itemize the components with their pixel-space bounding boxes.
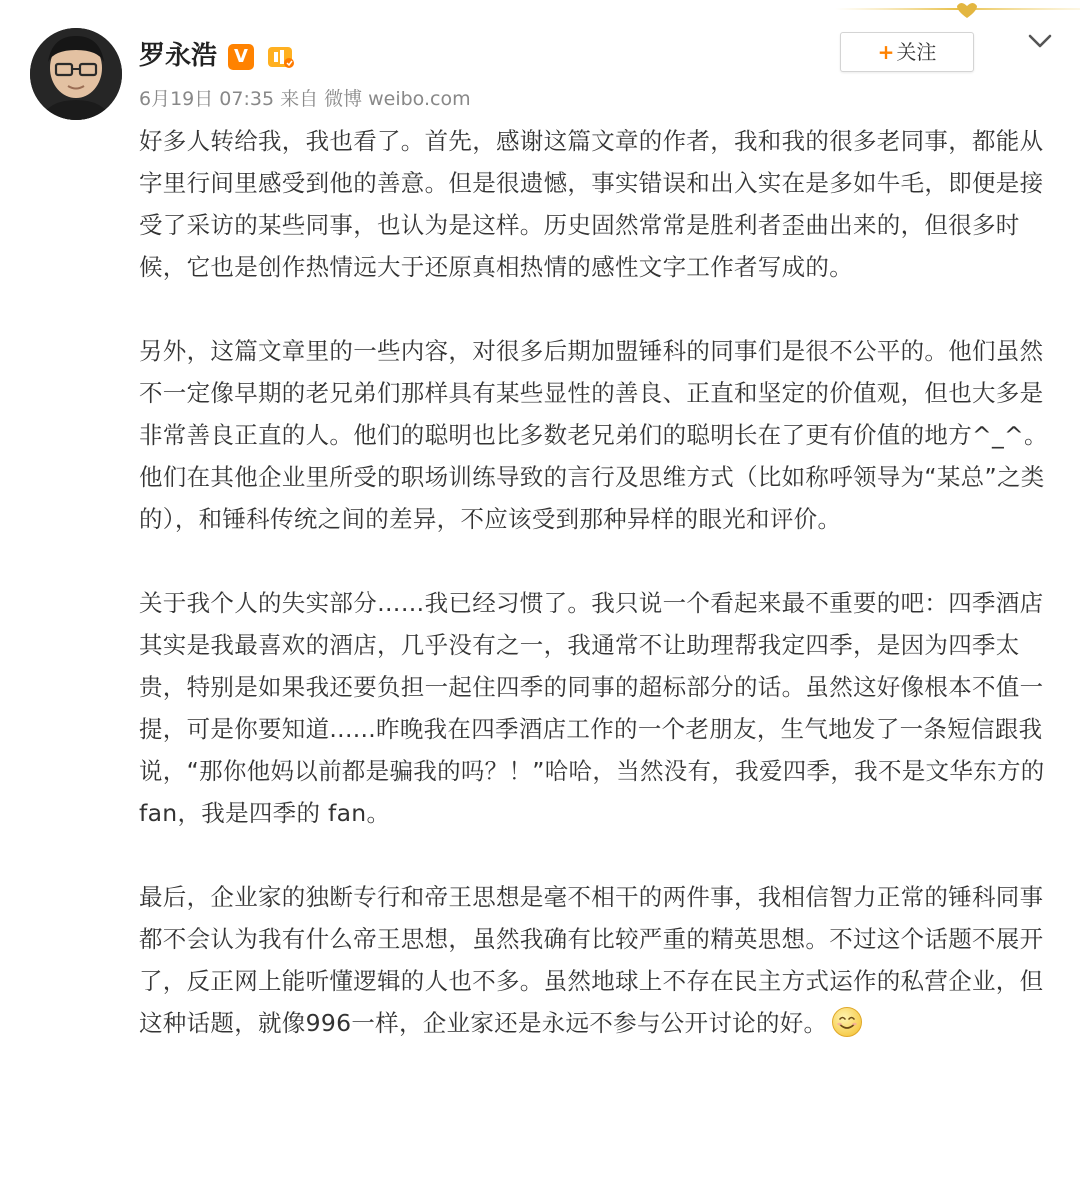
avatar-photo-icon (30, 28, 122, 120)
weibo-level-icon (266, 43, 296, 71)
author-avatar[interactable] (30, 28, 122, 120)
post-paragraph: 好多人转给我，我也看了。首先，感谢这篇文章的作者，我和我的很多老同事，都能从字里行间里感受到他的善意。但是很遗憾，事实错误和出入实在是多如牛毛，即便是接受了采访的某些同事，也认为是这样。历史固然常常是胜利者歪曲出来的，但很多时候，它也是创作热情远大于还原真相热情的感性文字工作者写成的。 (139, 127, 1044, 281)
post-paragraph-last (139, 876, 1054, 1044)
top-decoration (835, 0, 1080, 22)
author-name[interactable]: 罗永浩 (139, 41, 218, 71)
post-content (139, 120, 1054, 1044)
smile-emoji-icon (831, 1006, 863, 1038)
plus-icon: + (877, 40, 895, 64)
source-prefix: 来自 (280, 88, 319, 110)
post-meta (139, 86, 477, 112)
vip-badge-icon: V (228, 44, 254, 70)
post-paragraph-text: 最后，企业家的独断专行和帝王思想是毫不相干的两件事，我相信智力正常的锤科同事都不会认为我有什么帝王思想，虽然我确有比较严重的精英思想。不过这个话题不展开了，反正网上能听懂逻辑的人也不多。虽然地球上不存在民主方式运作的私营企业，但这种话题，就像996一样，企业家还是永远不参与公开讨论的好。 (139, 883, 1044, 1037)
chevron-down-icon[interactable] (1026, 30, 1054, 52)
follow-label: 关注 (896, 40, 937, 64)
follow-button[interactable] (840, 32, 974, 72)
post-paragraph: 关于我个人的失实部分……我已经习惯了。我只说一个看起来最不重要的吧：四季酒店其实是我最喜欢的酒店，几乎没有之一，我通常不让助理帮我定四季，是因为四季太贵，特别是如果我还要负担一起住四季的同事的超标部分的话。虽然这好像根本不值一提，可是你要知道......昨晚我在四季酒店工作的一个老朋友，生气地发了一条短信跟我说，“那你他妈以前都是骗我的吗？！”哈哈，当然没有，我爱四季，我不是文华东方的 fan，我是四季的 fan。 (139, 589, 1045, 827)
post-source[interactable]: 微博 weibo.com (324, 88, 471, 110)
post-date: 6月19日 07:35 (139, 88, 275, 110)
post-paragraph: 另外，这篇文章里的一些内容，对很多后期加盟锤科的同事们是很不公平的。他们虽然不一定像早期的老兄弟们那样具有某些显性的善良、正直和坚定的价值观，但也大多是非常善良正直的人。他们的聪明也比多数老兄弟们的聪明长在了更有价值的地方^_^。他们在其他企业里所受的职场训练导致的言行及思维方式（比如称呼领导为“某总”之类的），和锤科传统之间的差异，不应该受到那种异样的眼光和评价。 (139, 337, 1048, 533)
